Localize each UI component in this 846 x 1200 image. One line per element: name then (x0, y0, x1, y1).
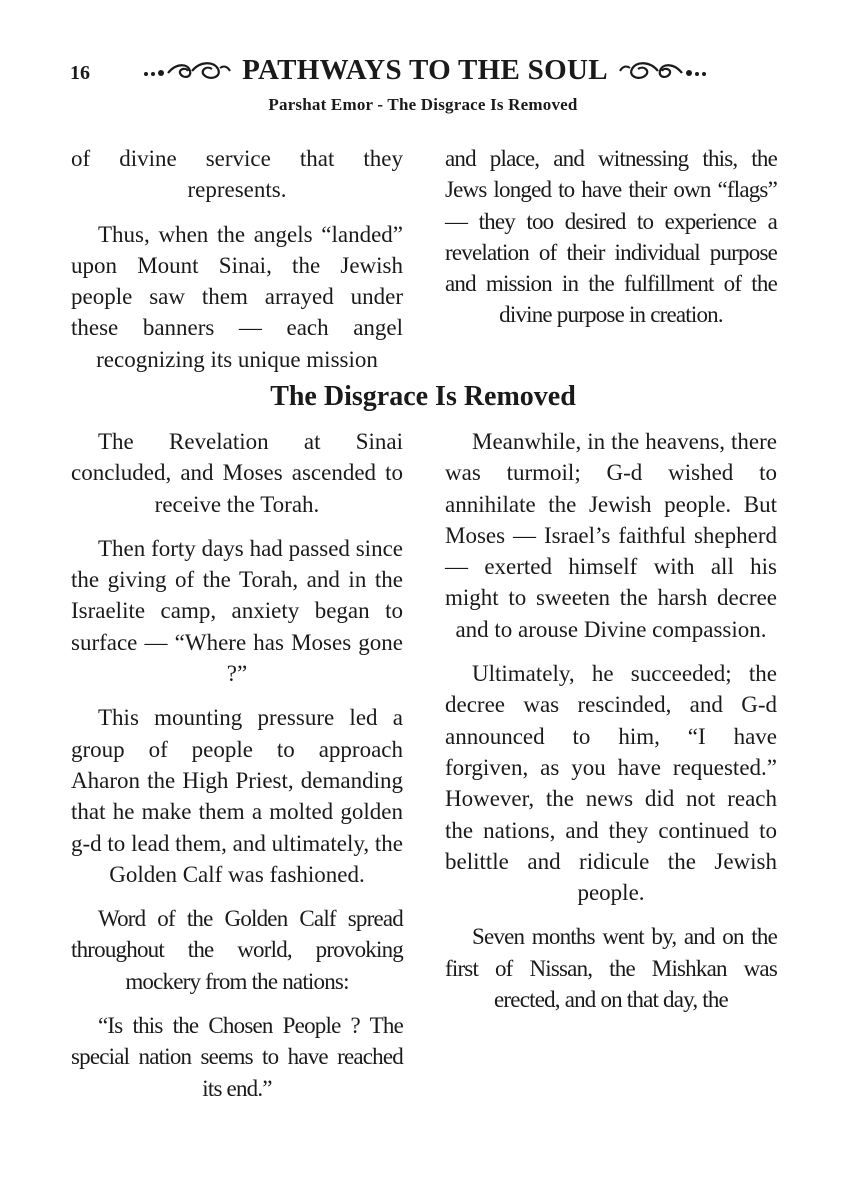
section-heading: The Disgrace Is Removed (270, 381, 576, 412)
right-flourish-ornament-icon (618, 59, 708, 81)
paragraph: Thus, when the angels “landed” upon Mount Sinai, the Jewish people saw them arrayed under these banners — each angel recognizing its unique mission (71, 221, 403, 372)
paragraph: and place, and witnessing this, the Jews longed to have their own “flags” — they too desired to experience a revelation of their individual purpose and mission in the fulfillment of the divine purpose in creation. (445, 146, 777, 328)
paragraph: Word of the Golden Calf spread throughout the world, provoking mockery from the nations: (71, 906, 403, 994)
book-title: PATHWAYS TO THE SOUL (242, 53, 608, 86)
top-left-column (71, 143, 403, 375)
paragraph: The Revelation at Sinai concluded, and Moses ascended to receive the Torah. (71, 429, 403, 517)
section-right-column (445, 426, 777, 1015)
header-title-group (130, 48, 720, 92)
top-right-column (445, 143, 777, 331)
left-flourish-ornament-icon (142, 59, 232, 81)
page-number: 16 (70, 62, 90, 84)
paragraph: Meanwhile, in the heavens, there was turmoil; G-d wished to annihilate the Jewish people. But Moses — Israel’s faithful shepherd — exerted himself with all his might to sweeten the harsh decree and to arouse Divine compassion. (445, 429, 777, 642)
section-left-column (71, 426, 403, 1104)
paragraph: Ultimately, he succeeded; the decree was rescinded, and G-d announced to him, “I have forgiven, as you have requested.” However, the news did not reach the nations, and they continued to belittle and ridicule the Jewish people. (445, 661, 777, 906)
paragraph: This mounting pressure led a group of people to approach Aharon the High Priest, demanding that he make them a molted golden g-d to lead them, and ultimately, the Golden Calf was fashioned. (71, 705, 403, 887)
running-header (0, 48, 846, 92)
paragraph: Seven months went by, and on the first of Nissan, the Mishkan was erected, and on that day, the (445, 924, 777, 1013)
paragraph: “Is this the Chosen People ? The special nation seems to have reached its end.” (71, 1013, 403, 1101)
chapter-subtitle: Parshat Emor - The Disgrace Is Removed (268, 95, 578, 114)
paragraph: of divine service that they represents. (71, 146, 403, 203)
paragraph: Then forty days had passed since the giving of the Torah, and in the Israelite camp, anxiety began to surface — “Where has Moses gone ?” (71, 535, 403, 687)
